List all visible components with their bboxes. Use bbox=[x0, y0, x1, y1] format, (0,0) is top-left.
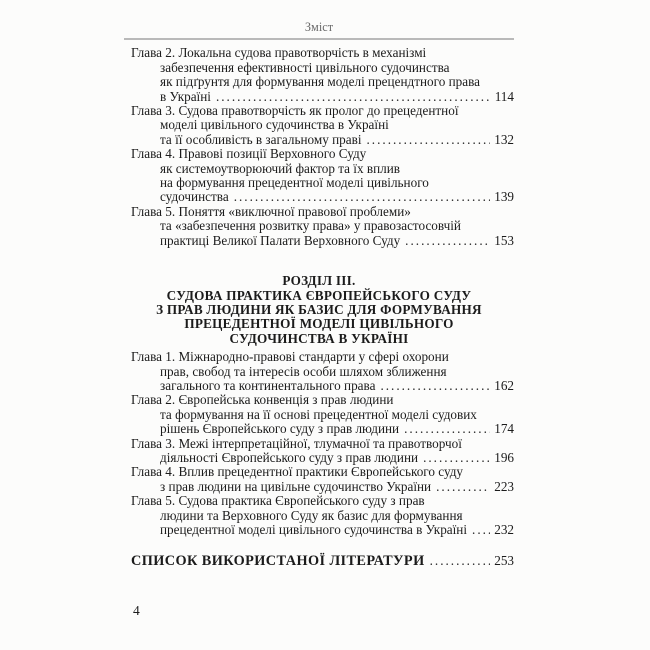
toc-line: Глава 3. Межі інтерпретаційної, тлумачної та правотворчої bbox=[131, 435, 462, 451]
toc-entry bbox=[124, 205, 514, 248]
dot-leader bbox=[405, 234, 490, 248]
toc-line bbox=[124, 133, 514, 147]
toc-line: Глава 5. Поняття «виключної правової проблеми» bbox=[131, 203, 411, 219]
page-ref: 232 bbox=[494, 522, 514, 537]
dot-leader bbox=[380, 379, 490, 393]
section-heading-line: РОЗДІЛ ІІІ. bbox=[282, 273, 356, 289]
toc-line: моделі цивільного судочинства в Україні bbox=[160, 117, 389, 133]
toc-line: людини та Верховного Суду як базис для формування bbox=[160, 507, 463, 523]
toc-entry bbox=[124, 46, 514, 104]
bibliography-entry bbox=[124, 554, 514, 568]
toc-line: як системоутворюючий фактор та їх вплив bbox=[160, 160, 400, 176]
dot-leader bbox=[234, 190, 491, 204]
dot-leader bbox=[430, 554, 491, 568]
toc-entry-tail: діяльності Європейського суду з прав людини bbox=[160, 449, 419, 465]
toc-line: Глава 4. Правові позиції Верховного Суду bbox=[131, 146, 367, 162]
toc-entry-tail: практиці Великої Палати Верховного Суду bbox=[160, 232, 401, 248]
toc-entry-tail: та її особливість в загальному праві bbox=[160, 131, 362, 147]
toc-line bbox=[124, 523, 514, 537]
toc-line: як підґрунтя для формування моделі прецендтного права bbox=[160, 74, 481, 90]
page-ref: 253 bbox=[494, 553, 514, 569]
section-heading-line: СУДОВА ПРАКТИКА ЄВРОПЕЙСЬКОГО СУДУ bbox=[166, 287, 472, 303]
toc-entry bbox=[124, 147, 514, 205]
bibliography-title: СПИСОК ВИКОРИСТАНОЇ ЛІТЕРАТУРИ bbox=[131, 553, 425, 570]
toc-line: та формування на її основі прецедентної моделі судових bbox=[160, 406, 477, 422]
toc-line bbox=[124, 379, 514, 393]
toc-entry-tail: рішень Європейського суду з прав людини bbox=[160, 421, 400, 437]
toc-line: забезпечення ефективності цивільного судочинства bbox=[160, 59, 450, 75]
dot-leader bbox=[216, 90, 491, 104]
section-heading bbox=[124, 274, 514, 346]
toc-line: Глава 5. Судова практика Європейського суду з прав bbox=[131, 493, 425, 509]
toc-line: Глава 2. Локальна судова правотворчість в механізмі bbox=[131, 45, 427, 61]
toc-entry-tail: судочинства bbox=[160, 189, 229, 205]
toc-line bbox=[124, 190, 514, 204]
toc-entry bbox=[124, 494, 514, 537]
toc-line: та «забезпечення розвитку права» у правозастосовчій bbox=[160, 218, 461, 234]
header-rule bbox=[124, 38, 514, 40]
page-ref: 223 bbox=[494, 478, 514, 494]
toc-entry bbox=[124, 393, 514, 436]
toc-entry bbox=[124, 350, 514, 393]
toc-content bbox=[124, 20, 514, 569]
toc-line bbox=[124, 451, 514, 465]
page-ref: 196 bbox=[494, 449, 514, 465]
toc-line: Глава 2. Європейська конвенція з прав людини bbox=[131, 392, 394, 408]
toc-entry-tail: прецедентної моделі цивільного судочинства в Україні bbox=[160, 522, 468, 537]
toc-line: прав, свобод та інтересів особи шляхом зближення bbox=[160, 363, 447, 379]
toc-line bbox=[124, 480, 514, 494]
toc-line: Глава 3. Судова правотворчість як пролог до прецедентної bbox=[131, 103, 459, 119]
section-heading-line: З ПРАВ ЛЮДИНИ ЯК БАЗИС ДЛЯ ФОРМУВАННЯ bbox=[156, 301, 482, 317]
toc-entry-tail: в Україні bbox=[160, 88, 211, 104]
page-ref: 132 bbox=[494, 131, 514, 147]
dot-leader bbox=[404, 422, 490, 436]
dot-leader bbox=[367, 133, 491, 147]
page-number: 4 bbox=[133, 603, 140, 618]
page-ref: 174 bbox=[494, 421, 514, 437]
page-ref: 153 bbox=[494, 232, 514, 248]
page-ref: 162 bbox=[494, 377, 514, 393]
toc-line bbox=[124, 234, 514, 248]
toc-line bbox=[124, 422, 514, 436]
toc-entry-tail: загального та континентального права bbox=[160, 377, 376, 393]
toc-line: Глава 1. Міжнародно-правові стандарти у сфері охорони bbox=[131, 349, 449, 365]
section-heading-line: СУДОЧИНСТВА В УКРАЇНІ bbox=[229, 330, 409, 346]
toc-line: на формування прецедентної моделі цивільного bbox=[160, 175, 429, 191]
dot-leader bbox=[423, 451, 490, 465]
dot-leader bbox=[472, 523, 490, 537]
page-ref: 114 bbox=[494, 88, 514, 104]
toc-entry bbox=[124, 465, 514, 494]
toc-entry bbox=[124, 104, 514, 147]
page-title: Зміст bbox=[304, 20, 334, 34]
toc-line bbox=[124, 90, 514, 104]
toc-line: Глава 4. Вплив прецедентної практики Європейського суду bbox=[131, 464, 464, 480]
dot-leader bbox=[436, 480, 490, 494]
page-ref: 139 bbox=[494, 189, 514, 205]
toc-entry bbox=[124, 437, 514, 466]
toc-entry-tail: з прав людини на цивільне судочинство України bbox=[160, 478, 432, 494]
section-heading-line: ПРЕЦЕДЕНТНОЇ МОДЕЛІ ЦИВІЛЬНОГО bbox=[184, 316, 454, 332]
